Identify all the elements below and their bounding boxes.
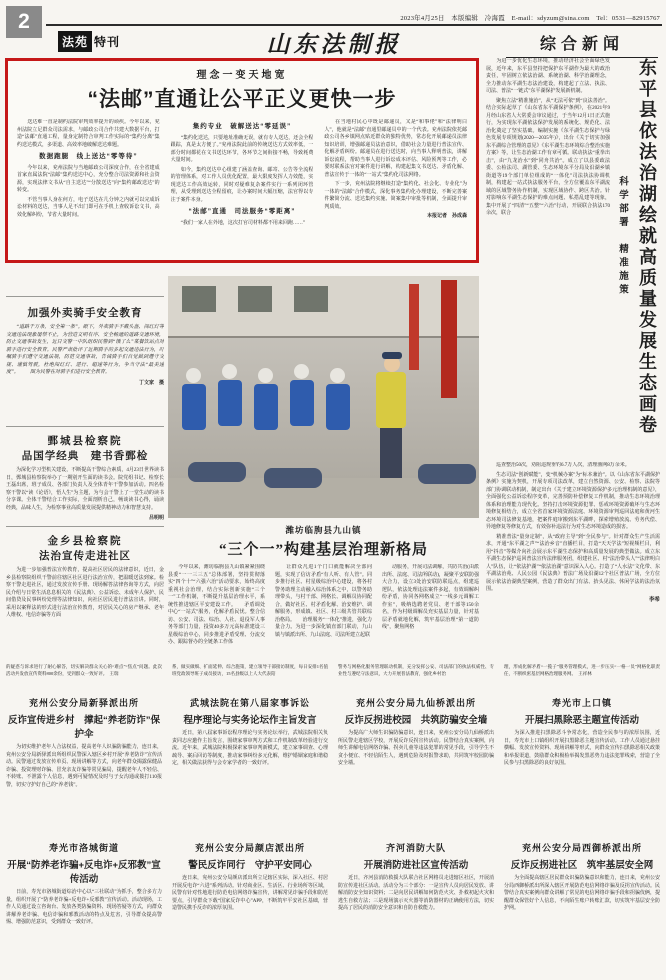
section-badge	[58, 31, 122, 52]
paragraph: 送达难一直是制约法院审判效率提升的顽疾。今年以来，兖州法院立足群众司法需求，与邮政公司合作共建大数据平台，打造“法邮”直通工程，量身定制符合审判工作实际的“集约分离”集约送达模式，多渠道、高效率地破解送达难题。	[17, 120, 160, 148]
strip-cell: 的疑惑与诉求进行了耐心解答，切实解决群众关心的“难点”“焦点”问题。此次活动共发放宣传资料800余份，受到群众一致好评。 王瑞	[6, 664, 162, 676]
paragraph: 下一步，兖州法院将继续打造“集约化、社会化、专业化”为一体的“法邮”合作模式，深化事务集约化办理建设，不断完善案件繁简分流、送达集约实施、简案集中审批等机制，全面提升审判质效。	[324, 182, 467, 210]
article-body: 为进一步加强普法宣传教育，提高社区居民的法律意识，近日，金乡县检察院组织干警前往辖区社区进行法治宣传，把温暖送法到家。检察干警走进社区，通过发放宣传手册、现场解答法律咨询等方式，向居民介绍与日常生活息息相关的《民法典》、公益诉讼、未成年人保护、民间借贷及民事纠纷处理等法律知识，向社区居民进行普法宣讲。同时，采用以案释法的形式进行法治宣传教育，对居民关心的房产继承、老年人维权、电信诈骗等方面	[6, 568, 164, 618]
article-body	[6, 324, 164, 377]
article-kicker: 金乡县检察院	[47, 536, 123, 547]
article-body: 为切实维护老年人合法权益，提高老年人识骗防骗能力，连日来，兖州公安分局新驿派出所组织民警深入辖区乡村开展“养老防诈”宣传活动。民警通过发放宣传单页、现场讲解等方式，向老年群众揭露保健品诈骗、投资理财诈骗、冒充亲友诈骗等常见骗局，提醒老年人不轻信、不转账、不泄露个人信息，遇到可疑情况及时与子女沟通或拨打110报警，切实守护好自己的“养老钱”。	[6, 745, 162, 788]
feature-subhead: “法邮”直通 司法服务“零距离”	[188, 208, 296, 216]
article-headline: 反诈宣传进乡村 撑起“养老防诈”保护伞	[7, 715, 160, 740]
brief-article	[172, 696, 328, 829]
article-kicker: 兖州公安分局新驿派出所	[28, 698, 139, 708]
photo-window	[238, 286, 272, 312]
photo-rider-helmet	[294, 364, 309, 379]
east-headline-vertical: 东平县依法治湖绘就高质量发展生态画卷	[637, 58, 657, 436]
feature-column-3	[324, 119, 467, 259]
article-column: 让群众凡进1个门口就能解决全部问题，实现了信访矛盾“有人听、有人管”。同步推行社区、村星级综治中心建设，将各村警务助理主动融入综治体系之中，以警务助理带头，与村干部、网格长、调解员协同配合，做好社区、村矛盾化解、治安维护、调解服务，形成镇、社区、村三级共管共联综治格局。 治理服务“一体化”推进，强化力量合力。为进一步深化镇直部门联动，九山镇与镇派出所、九山法庭、司法所建立起联	[275, 565, 372, 638]
article-headline: 开展“防养老诈骗+反电诈+反邪教”宣传活动	[7, 860, 161, 885]
feature-column-2	[171, 119, 314, 259]
photo-rider-helmet	[186, 368, 201, 383]
brief-article	[338, 696, 494, 829]
news-photo	[168, 276, 479, 518]
photo-scooter	[188, 462, 246, 482]
article-kicker: 兖州公安分局九仙桥派出所	[355, 698, 476, 708]
brief-article	[338, 841, 494, 974]
article-kicker: 武城法院在第八届家事诉讼	[189, 698, 310, 708]
article-kicker: 兖州公安分局西御桥派出所	[521, 843, 642, 853]
east-subtitle-vertical: 科学部署 精准施策	[617, 176, 628, 298]
photo-rider	[218, 380, 242, 426]
east-body-top	[486, 58, 610, 458]
paragraph: 巡查整治50次，劝阻违规垂钓6.7万人次，清理渔网8万余米。	[486, 463, 630, 468]
photo-rider-helmet	[330, 368, 345, 383]
section-badge-light: 特刊	[94, 35, 121, 49]
article-body: 近日，齐河县消防救援大队联合社区网格员走进辖区社区，开展消防宣传进社区活动。活动分为三个部分：一是宣传人员向居民发放、讲解消防安全知识资料；二是向居民讲解如何防范火灾、扑救初起火灾和逃生自救方法；三是现场演示灭火器等消防器材的正确使用方法，切实提高了居民的消防安全意识和自防自救能力。	[338, 876, 494, 911]
page-number: 2	[6, 6, 42, 38]
photo-rider	[182, 384, 206, 430]
article-kicker: 寿光市洛城街道	[48, 843, 119, 853]
article-headline: 开展扫黑除恶主题宣传活动	[524, 715, 639, 726]
photo-rider	[326, 384, 350, 430]
article-headline: 程序理论与实务论坛作主旨发言	[183, 715, 317, 726]
article-headline: 反诈反拐进社区 筑牢基层安全网	[510, 860, 654, 871]
photo-credit: 丁文家 摄	[138, 380, 164, 386]
article-body: 为深化学习型机关建设，不断提高干警综合素质，4月23日世界读书日，鄄城县检察院举办了一期别开生面的读书会。院党组书记、检察长王磊出席，班子成员、各部门负责人及全体青年干警参加活动。四名检察干警以“读《论语》，悟人生”为主题，为与会干警上了一堂生动的读书分享课。全体干警结合工作实际，全面剖析自己，畅谈读书心得，诵读经典，品味人生，为检察事业高质量发展提供精神动力和智慧支持。	[6, 468, 164, 511]
strip-cell: 理，形成化解矛盾“一揽子”服务管理模式，进一步压实“一格一员”网格化职责任，不断织密基层网格治理服务网。 王祥林	[504, 664, 660, 676]
article-kicker: 潍坊临朐县九山镇	[285, 525, 362, 535]
article-juancheng-procuratorate	[6, 426, 164, 526]
photo-officer-legs	[380, 426, 402, 478]
photo-rider-helmet	[222, 364, 237, 379]
article-kicker: 鄄城县检察院	[47, 436, 123, 447]
photo-officer-vest	[376, 372, 406, 428]
strip-cell: 系，做实做细、扩面延伸、综合施策，建立领导干部接访制度，每日安排1名值班党政领导班子成员接访，15名县级以上人大代表陪	[172, 664, 328, 676]
photo-rider	[290, 380, 314, 426]
section-title-right: 综合新闻	[506, 31, 658, 58]
article-headline: 品国学经典 建书香鄄检	[21, 451, 149, 462]
left-column	[6, 270, 164, 662]
feature-subhead: 数据跑腿 线上送达“零等待”	[39, 153, 138, 160]
article-kicker: 兖州公安分局颜店派出所	[194, 843, 305, 853]
photo-red-banner	[409, 284, 419, 370]
article-jiushan-town	[168, 524, 479, 662]
article-kicker: 齐河消防大队	[385, 843, 446, 853]
paragraph: “我们一家人在外地，这次打官司材料都不用来回跑……”	[170, 221, 306, 226]
paragraph: 为进一步优化生态环境，推动经济社会全面绿色发展，近年来，东平县坚持把保护东平湖作为最大的政治责任，牢固树立依法治湖、系统治湖、科学治湖理念，全力推动东平湖生态法治建设，构建起了立法、执法、司法、普法“一链式”东平湖保护发展新机制。	[486, 59, 610, 94]
article-body: 近日，第八届家事诉讼程序理论与实务论坛举行，武城法院相关负责同志应邀作主旨发言，围绕家事审判方式和工作机制改革经验进行交流。近年来，武城法院积极探索家事审判新模式，建立家事调查、心理疏导、案后回访等制度，推动家事纠纷多元化解，维护婚姻家庭和谐稳定，相关做法获得与会专家学者的一致好评。	[172, 731, 328, 766]
photo-ground	[168, 478, 479, 518]
paragraph: 聚焦立法“精准施治”，从“无法可依”到“良法善治”。结合实际起草了《山东省东平湖保护条例》，在2021年9月经山东省人大常委会审议通过，于当年12月1日正式施行，为实现东平湖依法保护发展的系统化、规范化、法治化奠定了坚实基础。编制实施《东平湖生态保护与绿色发展专项规划(2020—2035年)》，出台《关于切实加强东平湖综合管理的意见》《东平湖生态环境综合整治实施方案》等，让生态治湖工作有章可循。联动执法“重拳出击”，由“九龙治水”到“同舟共治”。成立了以县委政法委、公检法司、湖管委、生态环境东平分局及沿湖乡镇街道等19个部门单位组成的“一体化”司法执法协调机制，构建起一站式执法服务平台，全方位覆盖东平湖流域的区域警务协作机制，实现区域协作、跨区共治。针对影响东平湖生态保护的难点问题、私搭乱建等现象，集中开展了“四清”“五整”“六治”行动，开展联合执法170余次，联合	[486, 98, 610, 216]
east-body-bottom	[486, 462, 660, 644]
paragraph: 今年以来，兖州法院与当地邮政公司深度合作，在全省建成首家直属法院“法邮”集约送达中心，充分整合司法资源和社会资源，实现法律文书从“自主送达”“分散送达”向“集约邮政送达”的转变。	[17, 165, 160, 194]
article-jinxiang-procuratorate	[6, 526, 164, 656]
article-body: 日前，寿光市洛城街道综治中心以“三社联动”为抓手，整合多方力量，组织开展了“防养老诈骗+反电诈+反邪教”宣传活动。活动现场，工作人员通过设立咨询台、发放各类防骗资料、现场答疑等方式，向群众讲解养老诈骗、电信诈骗和邪教活动的特点及危害，引导群众提高警惕、增强防范意识，受到群众一致好评。	[6, 890, 162, 925]
paragraph: 生态司法“创新赋能”，变“机械办案”为“标本兼治”。以《山东省东平湖保护条例》实施为契机，开展专项司法改革，建立自然资源、公安、检察、法院等部门协调联动机制，制定出台《关于建立环境资源保护多元治理机制的意见》，全面强化公益诉讼程序变革，完善预防补偿修复工作机制，推动生态环境治理体系和治理能力现代化。坚持打击环境资源犯罪、惩戒环境资源破坏与生态环境修复相结合，成立全省首家环境资源法庭、环境资源审判巡回法庭和黄河生态环境司法修复基地，把案件庭审搬到东平湖畔，探索增殖放流、劳务代偿、异地修复等修复方式，有效弥补违法行为对生态环境造成的损害。	[486, 472, 660, 530]
strip-cell: 警务与网格化服务管理联动机制，充分发挥公安、司法部门的执法权威性、专业性与遵纪守法意识，大力开展普法教育，强化乡村治	[338, 664, 494, 676]
brief-article	[6, 696, 162, 829]
photo-red-banner	[441, 280, 457, 398]
bottom-grid	[6, 696, 660, 974]
photo-scooter	[418, 464, 476, 484]
paragraph: 如今，集约送达中心组建了涵盖查询、邮寄、公告等全流程的管理体系，对工作人员优化配置，最大限度发挥人力效能，实现送达工作高效运转，同时对疑难复杂案件实行一系列闭环管理，从受理到送达全程留痕，让办案时间大幅压缩，法官得以专注于案件本身。	[170, 167, 314, 203]
article-headline: 反诈反拐进校园 共筑防骗安全墙	[344, 715, 488, 726]
newspaper-masthead: 山东法制报	[196, 26, 472, 64]
article-body: 为全面提高辖区居民群众识骗防骗意识和能力，连日来，兖州公安分局西御桥派出所深入辖区开展防范电信网络诈骗及反拐宣传活动。民警结合真实案例向群众讲解了常见的电信网络诈骗手段和拐骗伎俩，提醒群众保管好个人信息，不向陌生账户转账汇款，切实筑牢基层安全防护网。	[504, 876, 660, 911]
east-article	[486, 58, 660, 659]
article-headline: 法治宣传走进社区	[39, 551, 131, 562]
east-byline: 李希	[648, 596, 660, 603]
photo-scooter	[264, 468, 322, 488]
paragraph: 精准普法“量身定制”，从“政府主导”到“全民参与”。针对群众生产生活需求，开通“东平湖之声”“法治乡音”直播栏目，打造“天天学法”短视频栏目，利用“抖音”等媒介向社会展示东平湖生态保护和高质量发展的典型做法。成立东平湖生态保护巡回普法宣传法律服务团，组建社区、村“法治带头人”“法律明白人”队伍，让“依法护湖”“依法治湖”意识深入人心。打造了“人水法”文化带、东平湖法治苑、人民公园《民法典》普法广场及沿湖12个社区普法广场，全方位展示依法治湖典型案例，营造了群众出门有法、抬头见法、休闲学法的法治氛围。	[486, 534, 660, 592]
article-kicker: 寿光市上口镇	[551, 698, 612, 708]
paragraph: 在当地村民心中既是邮递员，又是“和事佬”和“法律明白人”，他就是“法邮”直通里邮递员中的一个代表。兖州法院依托邮政公司各乡镇网点贴近群众的独特优势，常态化开展邮递员法律知识培训，增强邮递员法治意识，借助社会力量进行普法宣传、化解矛盾纠纷。邮递员在进行送达时，向当事人释明普法，讲解诉讼流程，帮助当事人进行诉讼成本评估、风险预判等工作，必要时联系法官对案件进行讲解，构建起集文书送达、矛盾化解、普法宣传于一体的“一站式”集约化司法网络。	[324, 120, 467, 178]
article-rider-safety	[6, 296, 164, 426]
feature-column-1	[17, 119, 160, 259]
feature-headline: “法邮”直通让公平正义更快一步	[87, 88, 397, 111]
continuation-strip	[6, 664, 660, 690]
photo-rider-helmet	[258, 368, 273, 383]
feature-byline: 本报记者 孙成森	[427, 214, 467, 219]
photo-window	[294, 286, 328, 312]
article-column: 今年以来，潍坊临朐县九山镇紧紧围绕县委“一一三三五”总体部署，坚持贯彻落实“四个十”“六强六治”活动要求，始终高度重视社会治理，结合实际创新实施“三个一”工作机制，不断提升基层治理水平，系统性推进辖区平安建设工作。 矛盾调处中心“一站式”服务，化解矛盾民忧。整合信访、公安、司法、综治、人社、退役军人事务等部门力量，投资40多万元高标准建设三星级综治中心，同步推进矛盾受理、分流交办、跟踪督办的全链条工作体	[168, 565, 265, 645]
feature-subhead: 集约专业 破解送达“零延误”	[192, 123, 292, 130]
article-headline: “三个一”构建基层治理新格局	[218, 542, 428, 558]
photo-rider	[254, 384, 278, 430]
article-body: 连日来，兖州公安分局颜店派出所立足辖区实际，深入社区、村居开展反电诈“六进”系列活动。针对商业区、生活区、行业场所等区域，民警有针对性地进行防范电信网络诈骗宣传，讲解常见诈骗手段和防范要点，引导群众下载“国家反诈中心”APP，不断筑牢平安社区基础，营造警民携手反诈的浓厚氛围。	[172, 876, 328, 911]
article-body: 为深入推进扫黑除恶斗争常态化，营造全民参与的浓厚氛围，近日，寿光市上口镇组织开展扫黑除恶主题宣传活动。工作人员通过悬挂横幅、发放宣传资料、现场讲解等形式，向群众宣传扫黑除恶相关政策和举报渠道，鼓励群众积极检举揭发黑恶势力违法犯罪线索，营造了全民参与扫黑除恶的良好氛围。	[504, 731, 660, 766]
article-column: 动服务，开展司法调解，共防共治(由派出所、法庭、司法所联动)，凝聚平安联防强大合力，设立3处治安联防联巡点，组建巡逻队，依法处理违法案件多起，有效调解纠纷矛盾，协同各网格成立“一线多元调解工作室”，吸纳选聘老党员、老干部等150余名，作为村级调解员充实基层力量，针对基层矛盾就地化解，筑牢基层治理“第一道防线”，聚焦网格	[382, 565, 479, 630]
paragraph: “集约化送达，只要地址准确无误，就有专人送达，还会全程跟踪，真是太方便了。”兖州法院此前的传统送达方式效率低，一部分时间都花在文书送达环节，各环节之间衔接不畅，导致耗费大量时间。	[170, 135, 314, 164]
article-byline: 吕明明	[148, 516, 164, 521]
paragraph: “道路千万条，安全第一条”。眼下，外卖骑手不戴头盔、闯红灯等交通违法现象屡禁不止，为营造文明有序、安全畅通的道路交通环境，防止交通事故发生，近日交警一中队组织民警到“饿了么”某餐饮站点对骑手进行安全教育。民警严肃批评了近期骑手的多起交通违法行为，叮嘱骑手们遵守交通法规，防范交通事故，告诫骑手们自觉做到遵守交规、谨慎驾驶，杜绝闯红灯、逆行、超速等行为，争当守法“最美速度”。	[6, 325, 164, 375]
brief-article	[172, 841, 328, 974]
feature-article	[5, 58, 479, 263]
article-body: 为提高广大师生识骗防骗意识，连日来，兖州公安分局九仙桥派出所民警走进辖区学校，开展反诈反拐宣传活动。民警结合真实案例，向师生讲解电信网络诈骗、拐卖儿童等违法犯罪的常见手段，引导学生不贪小便宜、不轻信陌生人，遇到危险及时报警求助，共同筑牢校园防骗安全墙。	[338, 731, 494, 766]
section-badge-dark: 法苑	[58, 31, 92, 52]
article-headline: 加强外卖骑手安全教育	[27, 308, 143, 319]
photo-window	[182, 286, 216, 312]
brief-article	[6, 841, 162, 974]
brief-article	[504, 696, 660, 829]
photo-officer-cap	[382, 352, 402, 359]
dateline: 2023年4月25日 本版编辑 冷海霞 E-mail：sdyzum@sina.com Tel：0531—82915767	[400, 15, 660, 22]
feature-kicker: 理念一变天地宽	[196, 70, 288, 81]
paragraph: 不管当事人身在何方，电子送达在几分钟之内就可以完成诉讼材料的送达，当事人足不出门即可在手机上查收诉讼文书，高效化解纠纷，节省大量时间。	[17, 197, 160, 218]
photo-caption: 图为民警在对骑手们进行安全教育。	[20, 370, 111, 375]
article-headline: 警民反诈同行 守护平安同心	[188, 860, 312, 871]
article-headline: 开展消防进社区宣传活动	[363, 860, 469, 871]
brief-article	[504, 841, 660, 974]
